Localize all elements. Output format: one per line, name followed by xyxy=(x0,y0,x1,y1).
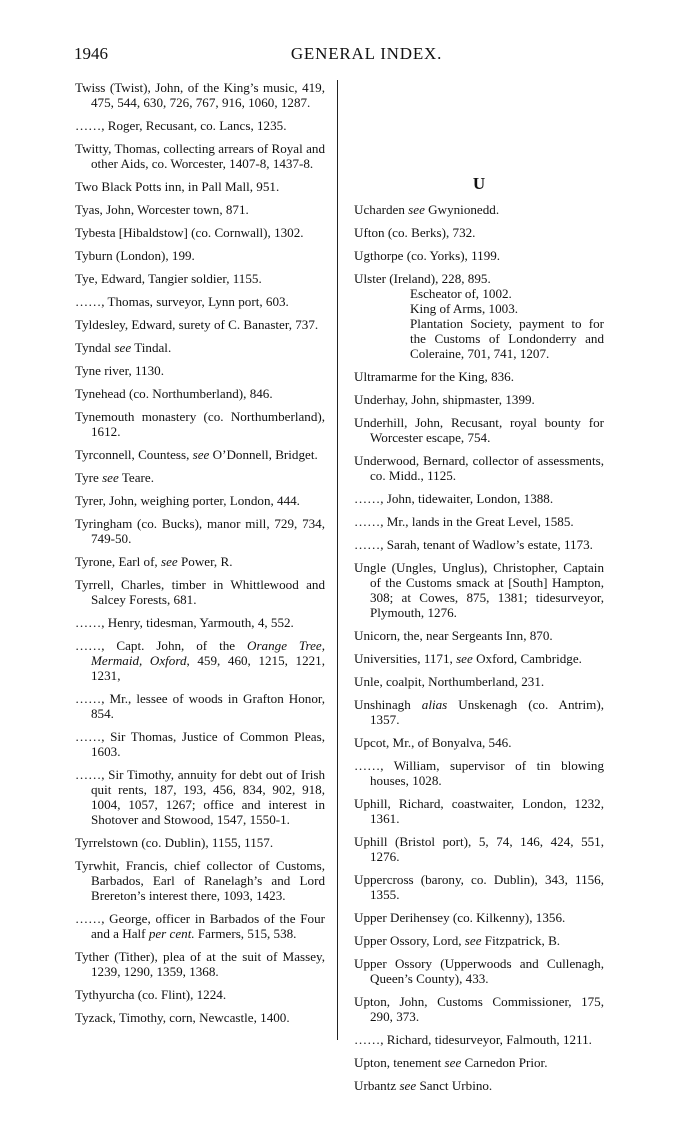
index-entry: ……, George, officer in Barbados of the Four and a Half per cent. Farmers, 515, 538. xyxy=(75,911,325,941)
index-entry: ……, Henry, tidesman, Yarmouth, 4, 552. xyxy=(75,615,294,630)
index-entry: Uphill (Bristol port), 5, 74, 146, 424, 551, 1276. xyxy=(354,834,604,864)
index-entry: Two Black Potts inn, in Pall Mall, 951. xyxy=(75,179,280,194)
index-entry: Ucharden see Gwynionedd. xyxy=(354,202,500,217)
index-entry: Universities, 1171, see Oxford, Cambridge. xyxy=(354,651,582,666)
index-entry: Unshinagh alias Unskenagh (co. Antrim), 1357. xyxy=(354,697,604,727)
index-entry: ……, Thomas, surveyor, Lynn port, 603. xyxy=(75,294,289,309)
index-entry: Tyrwhit, Francis, chief collector of Customs, Barbados, Earl of Ranelagh’s and Lord Brereton’s interest there, 1093, 1423. xyxy=(75,858,325,903)
index-entry: Tybesta [Hibaldstow] (co. Cornwall), 1302. xyxy=(75,225,304,240)
index-entry: Upper Ossory (Upperwoods and Cullenagh, Queen’s County), 433. xyxy=(354,956,604,986)
index-entry: Underhay, John, shipmaster, 1399. xyxy=(354,392,535,407)
index-entry: Upton, John, Customs Commissioner, 175, 290, 373. xyxy=(354,994,604,1024)
index-entry: Tyringham (co. Bucks), manor mill, 729, 734, 749-50. xyxy=(75,516,325,546)
index-entry: Tythyurcha (co. Flint), 1224. xyxy=(75,987,227,1002)
right-column xyxy=(354,202,604,1101)
index-entry: Tye, Edward, Tangier soldier, 1155. xyxy=(75,271,262,286)
index-entry: ……, Roger, Recusant, co. Lancs, 1235. xyxy=(75,118,287,133)
index-entry: Tyldesley, Edward, surety of C. Banaster, 737. xyxy=(75,317,319,332)
index-entry: ……, Mr., lessee of woods in Grafton Honor, 854. xyxy=(75,691,325,721)
index-entry: Upton, tenement see Carnedon Prior. xyxy=(354,1055,548,1070)
index-entry: ……, Capt. John, of the Orange Tree, Mermaid, Oxford, 459, 460, 1215, 1221, 1231, xyxy=(75,638,325,683)
index-entry: Tyas, John, Worcester town, 871. xyxy=(75,202,249,217)
left-column xyxy=(75,80,325,1033)
index-entry: Tyrrell, Charles, timber in Whittlewood and Salcey Forests, 681. xyxy=(75,577,325,607)
index-entry: ……, Richard, tidesurveyor, Falmouth, 1211. xyxy=(354,1032,592,1047)
index-entry: Tyrone, Earl of, see Power, R. xyxy=(75,554,233,569)
index-entry: Underhill, John, Recusant, royal bounty for Worcester escape, 754. xyxy=(354,415,604,445)
index-entry: Tynemouth monastery (co. Northumberland), 1612. xyxy=(75,409,325,439)
page-number: 1946 xyxy=(74,44,108,63)
index-entry: ……, William, supervisor of tin blowing houses, 1028. xyxy=(354,758,604,788)
index-entry: ……, Sarah, tenant of Wadlow’s estate, 1173. xyxy=(354,537,593,552)
section-letter-u: U xyxy=(472,174,486,193)
index-entry: Unle, coalpit, Northumberland, 231. xyxy=(354,674,545,689)
index-entry: Tyrconnell, Countess, see O’Donnell, Bridget. xyxy=(75,447,318,462)
index-entry: Ugthorpe (co. Yorks), 1199. xyxy=(354,248,501,263)
column-divider xyxy=(337,80,338,1040)
index-entry: Ufton (co. Berks), 732. xyxy=(354,225,476,240)
page-title: GENERAL INDEX. xyxy=(290,44,443,63)
index-entry: Upper Ossory, Lord, see Fitzpatrick, B. xyxy=(354,933,561,948)
index-entry: Underwood, Bernard, collector of assessments, co. Midd., 1125. xyxy=(354,453,604,483)
index-entry: ……, Sir Thomas, Justice of Common Pleas, 1603. xyxy=(75,729,325,759)
index-entry: Tyne river, 1130. xyxy=(75,363,164,378)
index-entry: Tyrer, John, weighing porter, London, 444. xyxy=(75,493,300,508)
index-entry: Ungle (Ungles, Unglus), Christopher, Captain of the Customs smack at [South] Hampton, 308; at Cowes, 875, 1381; tidesurveyor, Plymouth, 1276. xyxy=(354,560,604,620)
index-entry: Ulster (Ireland), 228, 895. xyxy=(354,271,491,286)
index-entry: Tyburn (London), 199. xyxy=(75,248,195,263)
index-entry: Urbantz see Sanct Urbino. xyxy=(354,1078,493,1093)
index-entry: Upper Derihensey (co. Kilkenny), 1356. xyxy=(354,910,566,925)
index-subentry: Plantation Society, payment to for the Customs of Londonderry and Coleraine, 701, 741, 1207. xyxy=(410,316,604,361)
index-entry: Tyre see Teare. xyxy=(75,470,155,485)
index-entry: Uphill, Richard, coastwaiter, London, 1232, 1361. xyxy=(354,796,604,826)
index-entry: Twiss (Twist), John, of the King’s music, 419, 475, 544, 630, 726, 767, 916, 1060, 1287. xyxy=(75,80,325,110)
index-entry: Ultramarme for the King, 836. xyxy=(354,369,514,384)
index-entry: Twitty, Thomas, collecting arrears of Royal and other Aids, co. Worcester, 1407-8, 1437-8. xyxy=(75,141,325,171)
index-entry: Upcot, Mr., of Bonyalva, 546. xyxy=(354,735,512,750)
index-entry: Unicorn, the, near Sergeants Inn, 870. xyxy=(354,628,553,643)
index-entry: ……, Mr., lands in the Great Level, 1585. xyxy=(354,514,574,529)
index-subentry: Escheator of, 1002. xyxy=(410,286,512,301)
index-entry: Tyther (Tither), plea of at the suit of Massey, 1239, 1290, 1359, 1368. xyxy=(75,949,325,979)
index-entry: Tyrrelstown (co. Dublin), 1155, 1157. xyxy=(75,835,274,850)
index-entry: ……, Sir Timothy, annuity for debt out of Irish quit rents, 187, 193, 456, 834, 902, 918, 1004, 1057, 1267; office and interest in Shotover and Stowood, 1547, 1550-1. xyxy=(75,767,325,827)
index-entry: Tynehead (co. Northumberland), 846. xyxy=(75,386,273,401)
index-entry: Tyndal see Tindal. xyxy=(75,340,172,355)
index-entry: Uppercross (barony, co. Dublin), 343, 1156, 1355. xyxy=(354,872,604,902)
index-subentry: King of Arms, 1003. xyxy=(410,301,519,316)
index-entry: Tyzack, Timothy, corn, Newcastle, 1400. xyxy=(75,1010,290,1025)
index-entry: ……, John, tidewaiter, London, 1388. xyxy=(354,491,554,506)
